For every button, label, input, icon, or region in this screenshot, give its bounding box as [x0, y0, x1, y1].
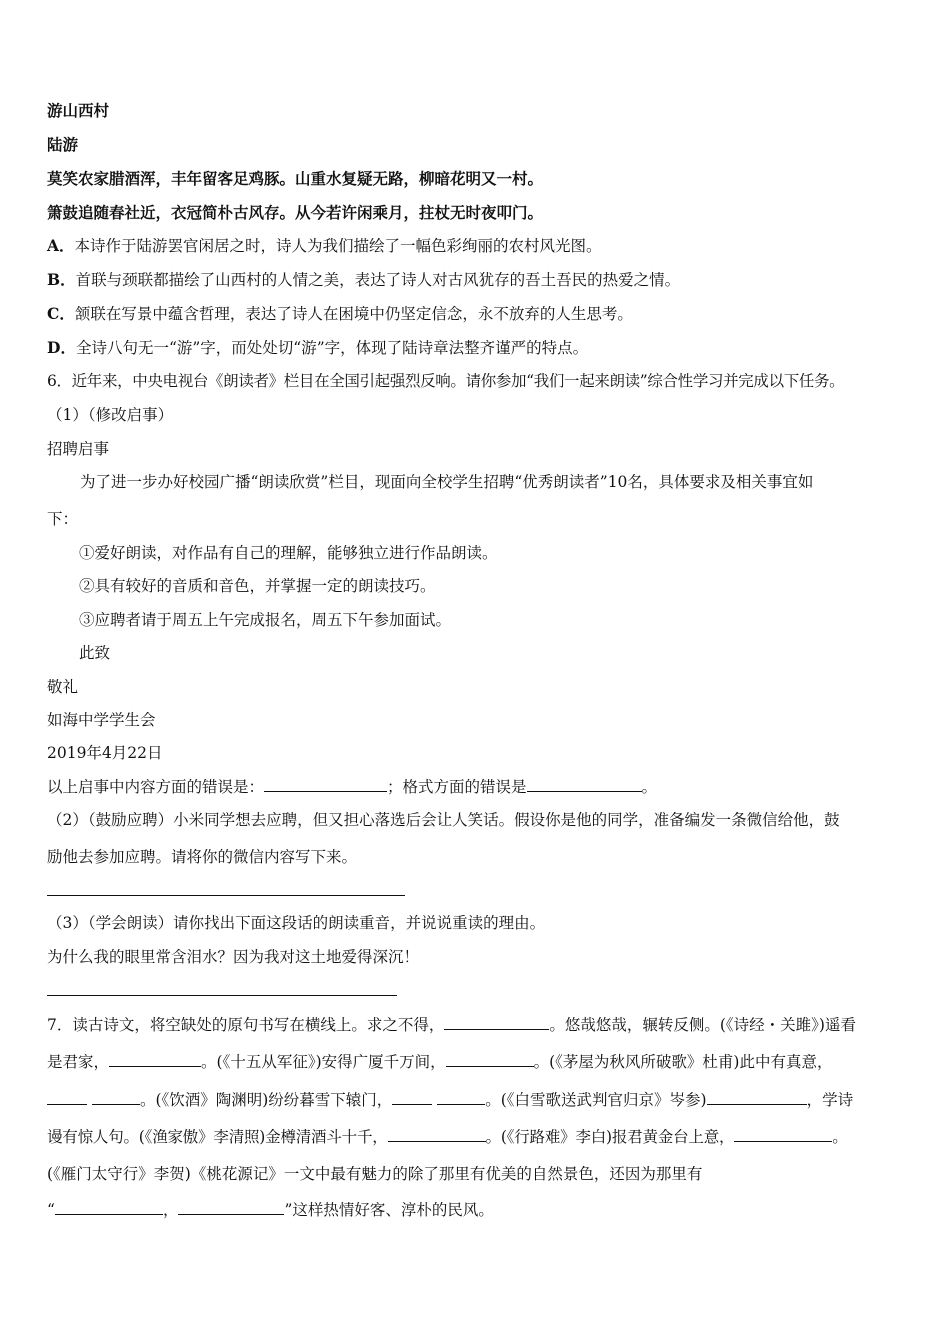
answer-blank[interactable]	[178, 1200, 284, 1215]
option-letter: C．	[47, 304, 75, 323]
answer-blank[interactable]	[734, 1127, 832, 1142]
option-c	[47, 304, 633, 324]
notice-closing-1: 此致	[79, 644, 111, 662]
option-letter: A．	[47, 236, 75, 255]
answer-blank[interactable]	[707, 1090, 807, 1105]
question-7-text: 。(《行路难》李白)报君黄金台上意，	[485, 1128, 735, 1146]
answer-line[interactable]	[47, 895, 405, 896]
notice-signature: 如海中学学生会	[47, 711, 156, 729]
option-b	[47, 270, 680, 290]
answer-blank[interactable]	[527, 777, 642, 792]
error-prompt-end: 。	[641, 778, 658, 796]
error-prompt-line	[47, 777, 657, 797]
question-7-text: “	[47, 1201, 55, 1219]
question-7-text: 。(《白雪歌送武判官归京》岑参)	[485, 1091, 707, 1109]
question-6-stem: 6．近年来，中央电视台《朗读者》栏目在全国引起强烈反响。请你参加“我们一起来朗读”综合性学习并完成以下任务。	[47, 372, 845, 390]
answer-blank[interactable]	[109, 1052, 201, 1067]
notice-requirement-3: ③应聘者请于周五上午完成报名，周五下午参加面试。	[79, 611, 452, 629]
option-d	[47, 338, 588, 358]
question-6-part-1: （1）（修改启事）	[47, 406, 174, 424]
question-7-line-3	[47, 1090, 853, 1110]
question-6-part-2-line-2: 励他去参加应聘。请将你的微信内容写下来。	[47, 848, 358, 866]
question-7-text: 谩有惊人句。(《渔家傲》李清照)金樽清酒斗十千，	[47, 1128, 388, 1146]
notice-requirement-1: ①爱好朗读，对作品有自己的理解，能够独立进行作品朗读。	[79, 544, 498, 562]
notice-body-line-1: 为了进一步办好校园广播“朗读欣赏”栏目，现面向全校学生招聘“优秀朗读者”10名，具体要求及相关事宜如	[80, 473, 814, 491]
question-7-text: 。(《饮酒》陶渊明)纷纷暮雪下辕门，	[139, 1091, 393, 1109]
question-7-text: 。悠哉悠哉，辗转反侧。(《诗经・关雎》)遥看	[549, 1016, 856, 1034]
question-6-part-3-quote: 为什么我的眼里常含泪水？因为我对这土地爱得深沉！	[47, 948, 420, 966]
poem-author: 陆游	[47, 135, 79, 154]
notice-closing-2: 敬礼	[47, 678, 79, 696]
question-7-line-5: (《雁门太守行》李贺)《桃花源记》一文中最有魅力的除了那里有优美的自然景色，还因为那里有	[47, 1165, 703, 1183]
poem-title: 游山西村	[47, 101, 110, 120]
poem-line-1: 莫笑农家腊酒浑，丰年留客足鸡豚。山重水复疑无路，柳暗花明又一村。	[47, 169, 544, 188]
answer-blank[interactable]	[392, 1090, 432, 1105]
error-prompt-format: ；格式方面的错误是	[387, 778, 527, 796]
answer-line[interactable]	[47, 995, 397, 996]
question-7-line-4	[47, 1127, 848, 1147]
answer-blank[interactable]	[437, 1090, 485, 1105]
question-7-text: ”这样热情好客、淳朴的民风。	[284, 1201, 494, 1219]
answer-blank[interactable]	[92, 1090, 140, 1105]
question-7-text: 是君家，	[47, 1053, 110, 1071]
option-text: 本诗作于陆游罢官闲居之时，诗人为我们描绘了一幅色彩绚丽的农村风光图。	[74, 237, 602, 255]
error-prompt-content: 以上启事中内容方面的错误是：	[47, 778, 265, 796]
answer-blank[interactable]	[444, 1015, 549, 1030]
answer-blank[interactable]	[47, 1090, 87, 1105]
answer-blank[interactable]	[55, 1200, 163, 1215]
question-6-part-3: （3）（学会朗读）请你找出下面这段话的朗读重音，并说说重读的理由。	[47, 914, 546, 932]
question-7-text: 。(《茅屋为秋风所破歌》杜甫)此中有真意，	[533, 1053, 833, 1071]
question-7-text: 7．读古诗文，将空缺处的原句书写在横线上。求之不得，	[47, 1016, 445, 1034]
question-6-part-2-line-1: （2）（鼓励应聘）小米同学想去应聘，但又担心落选后会让人笑话。假设你是他的同学，准备编发一条微信给他，鼓	[47, 811, 840, 829]
question-7-text: ，	[162, 1201, 179, 1219]
question-7-line-6	[47, 1200, 494, 1220]
notice-body-line-2: 下：	[47, 510, 79, 528]
option-text: 全诗八句无一“游”字，而处处切“游”字，体现了陆诗章法整齐谨严的特点。	[75, 339, 589, 357]
answer-blank[interactable]	[264, 777, 387, 792]
answer-blank[interactable]	[446, 1052, 534, 1067]
notice-requirement-2: ②具有较好的音质和音色，并掌握一定的朗读技巧。	[79, 577, 436, 595]
question-7-text: 。(《十五从军征》)安得广厦千万间，	[201, 1053, 446, 1071]
question-7-text: ，学诗	[806, 1091, 854, 1109]
question-7-line-2	[47, 1052, 832, 1072]
option-letter: D．	[47, 338, 76, 357]
notice-title: 招聘启事	[47, 440, 110, 458]
option-text: 颔联在写景中蕴含哲理，表达了诗人在困境中仍坚定信念，永不放弃的人生思考。	[74, 305, 633, 323]
answer-blank[interactable]	[388, 1127, 486, 1142]
option-a	[47, 236, 602, 256]
question-7-text: 。	[832, 1128, 848, 1146]
poem-line-2: 箫鼓追随春社近，衣冠简朴古风存。从今若许闲乘月，拄杖无时夜叩门。	[47, 203, 544, 222]
option-letter: B．	[47, 270, 76, 289]
notice-date: 2019年4月22日	[47, 744, 163, 762]
option-text: 首联与颈联都描绘了山西村的人情之美，表达了诗人对古风犹存的吾土吾民的热爱之情。	[75, 271, 681, 289]
question-7-line-1	[47, 1015, 856, 1035]
